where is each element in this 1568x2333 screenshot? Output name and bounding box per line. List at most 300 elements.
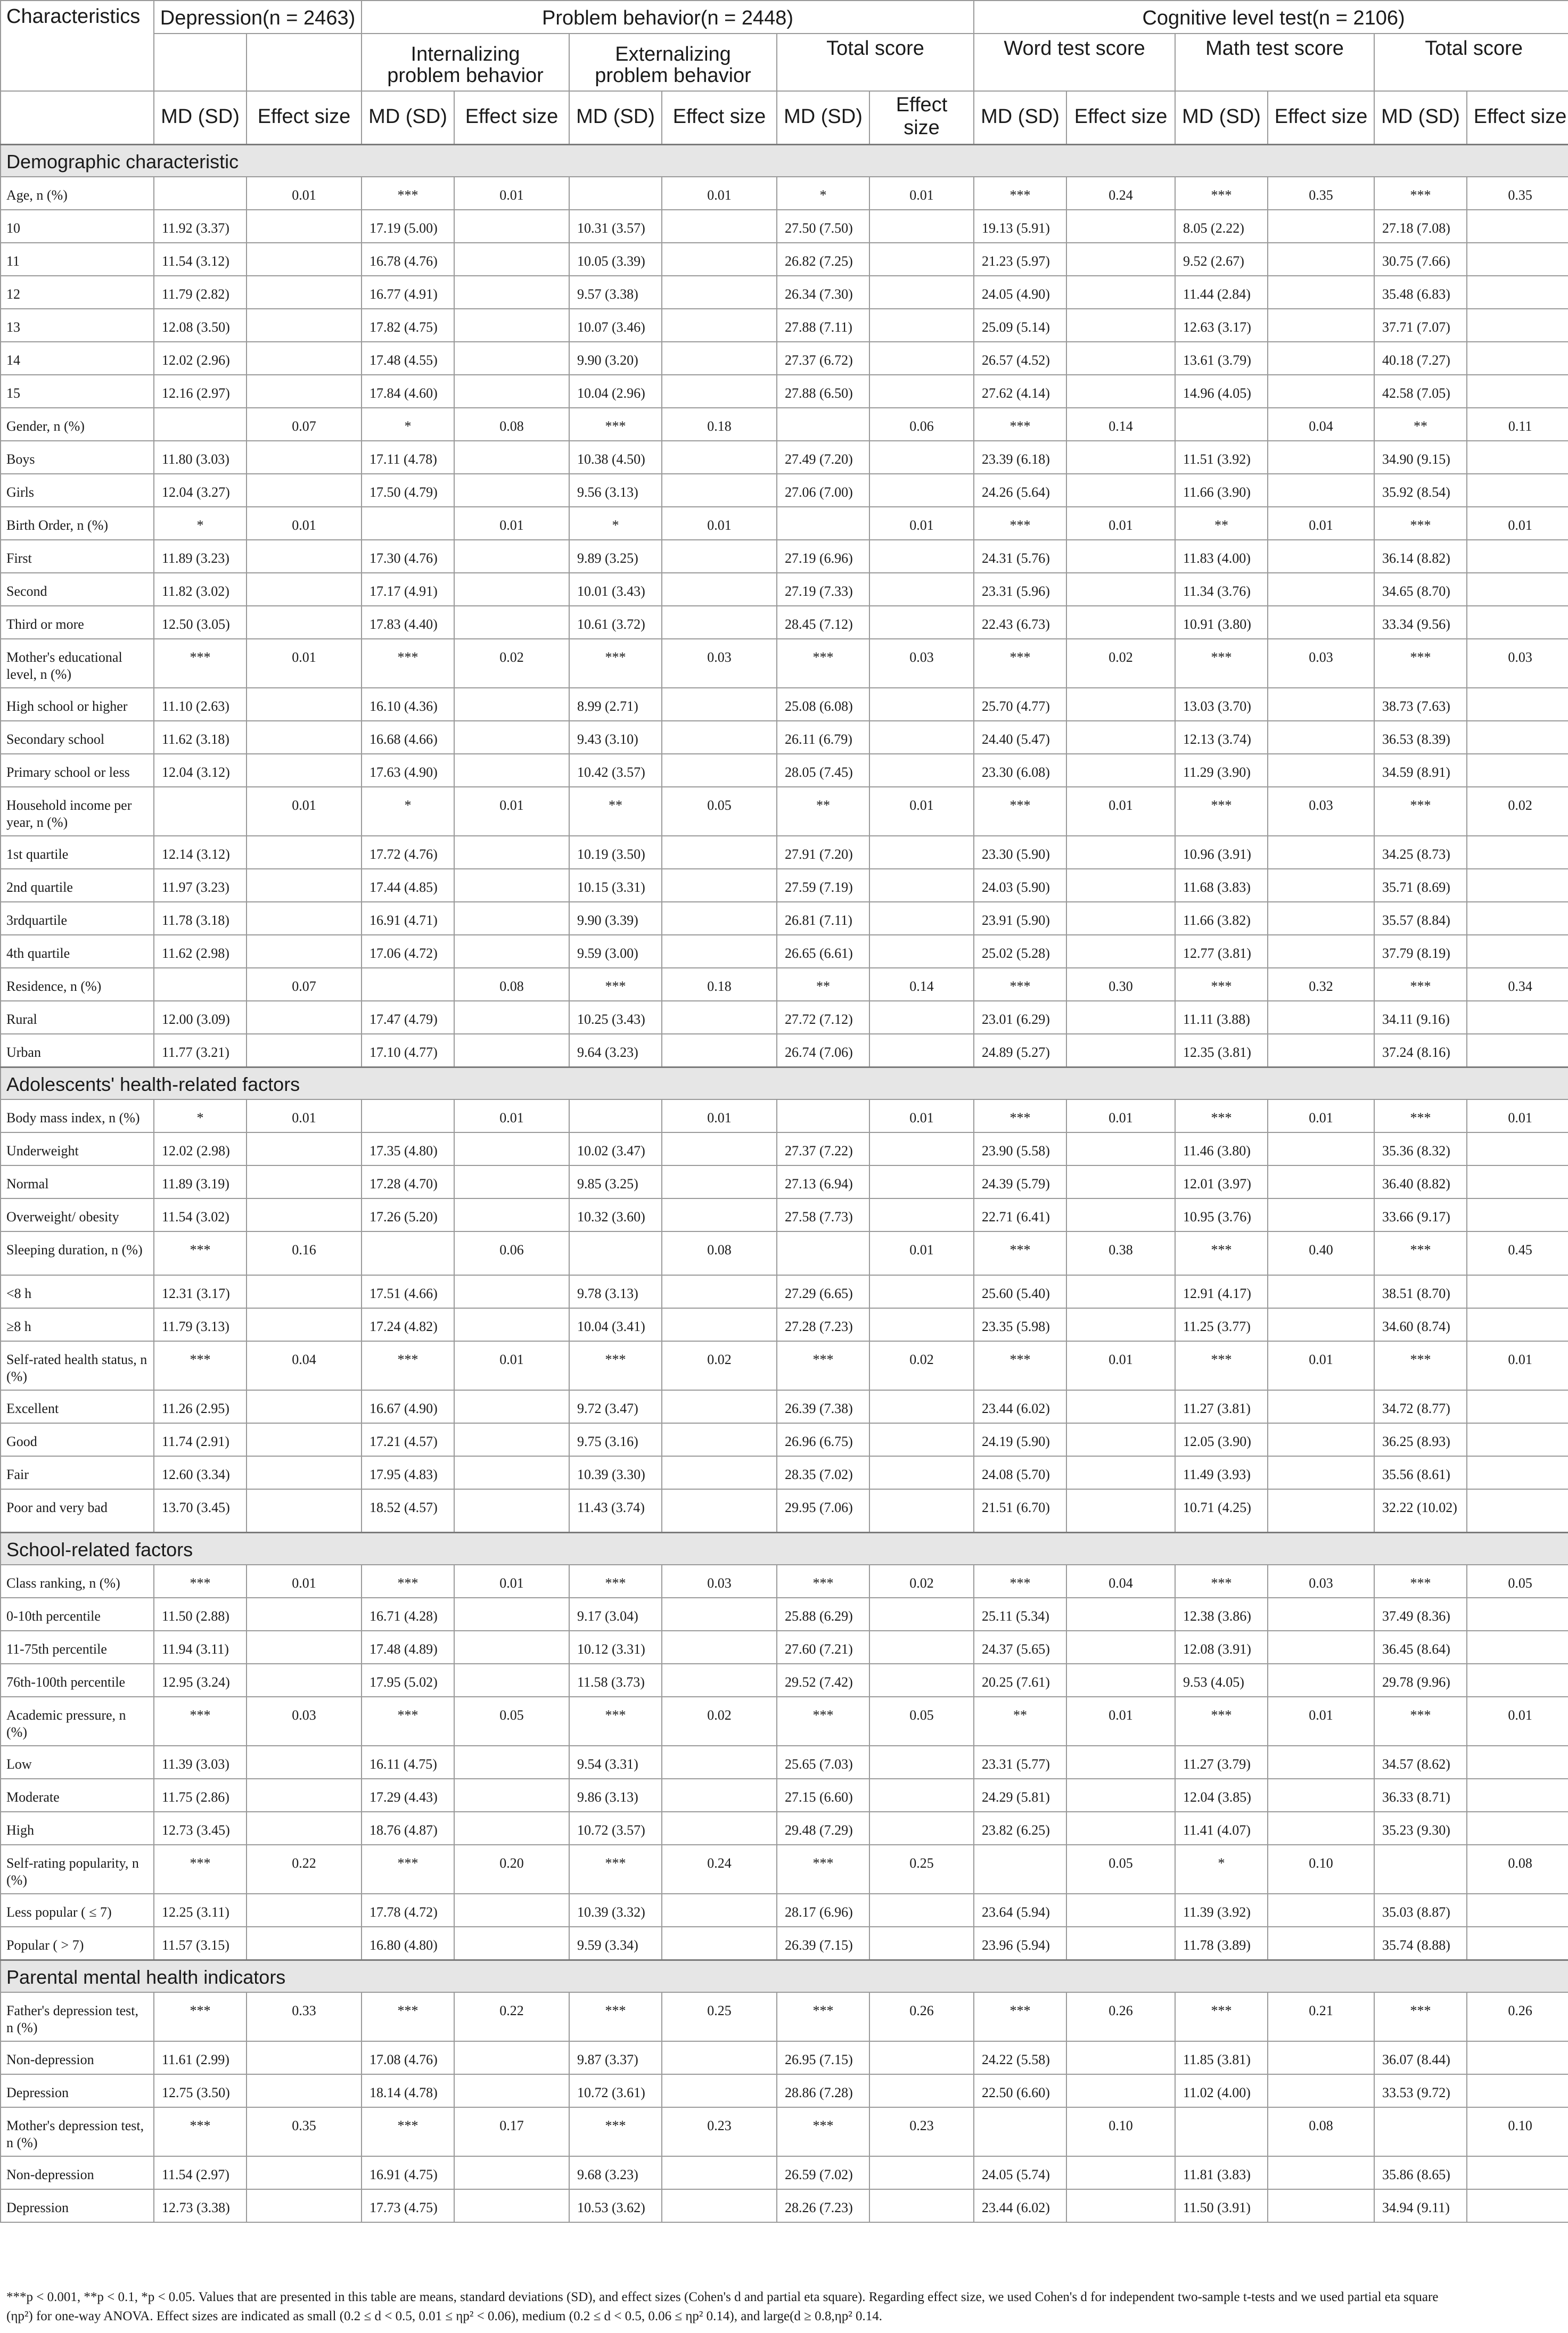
md-sd-cell: 11.83 (4.00): [1175, 540, 1268, 573]
row-label: Fair: [1, 1456, 154, 1489]
effect-size-cell: [869, 688, 974, 721]
effect-size-cell: [454, 1489, 569, 1533]
effect-size-cell: [247, 342, 362, 375]
table-row: [1, 1992, 1568, 2041]
significance-cell: ***: [1374, 1565, 1467, 1598]
md-sd-cell: 11.43 (3.74): [569, 1489, 662, 1533]
md-sd-cell: 17.78 (4.72): [362, 1894, 454, 1927]
effect-size-cell: [662, 902, 777, 935]
md-sd-cell: 27.29 (6.65): [777, 1275, 869, 1308]
effect-size-cell: 0.23: [869, 2107, 974, 2156]
effect-size-cell: 0.03: [1467, 639, 1568, 688]
md-sd-cell: 17.48 (4.55): [362, 342, 454, 375]
md-sd-cell: 23.35 (5.98): [974, 1308, 1066, 1341]
significance-cell: *: [777, 177, 869, 210]
effect-size-cell: [1268, 276, 1374, 309]
row-label: Age, n (%): [1, 177, 154, 210]
effect-size-cell: [1066, 754, 1175, 787]
md-sd-cell: 23.64 (5.94): [974, 1894, 1066, 1927]
md-sd-cell: 16.10 (4.36): [362, 688, 454, 721]
effect-size-cell: [869, 342, 974, 375]
md-sd-cell: 27.37 (7.22): [777, 1132, 869, 1165]
md-sd-cell: 11.41 (4.07): [1175, 1812, 1268, 1845]
md-sd-cell: 11.54 (3.02): [154, 1198, 247, 1231]
md-sd-cell: 16.71 (4.28): [362, 1598, 454, 1631]
md-sd-cell: 26.39 (7.15): [777, 1927, 869, 1960]
table-row: [1, 1390, 1568, 1423]
effect-size-cell: [869, 309, 974, 342]
effect-size-cell: [1066, 1746, 1175, 1779]
problem-behavior-group-header: Problem behavior(n = 2448): [362, 1, 974, 34]
table-row: [1, 276, 1568, 309]
row-label: Birth Order, n (%): [1, 507, 154, 540]
effect-size-cell: [1066, 1390, 1175, 1423]
effect-size-cell: [247, 1598, 362, 1631]
effect-size-cell: [1467, 754, 1568, 787]
effect-size-cell: [662, 935, 777, 968]
effect-size-cell: [1268, 935, 1374, 968]
effect-size-cell: [1268, 721, 1374, 754]
effect-size-cell: [454, 1001, 569, 1034]
md-sd-cell: 11.66 (3.82): [1175, 902, 1268, 935]
significance-cell: **: [569, 787, 662, 836]
effect-size-cell: 0.01: [247, 639, 362, 688]
md-sd-cell: 12.04 (3.85): [1175, 1779, 1268, 1812]
md-sd-cell: [362, 968, 454, 1001]
md-sd-cell: 10.95 (3.76): [1175, 1198, 1268, 1231]
row-label: Sleeping duration, n (%): [1, 1231, 154, 1275]
effect-size-cell: [1467, 1456, 1568, 1489]
effect-size-cell: [1066, 1001, 1175, 1034]
significance-cell: **: [1374, 408, 1467, 441]
effect-size-cell: [662, 1598, 777, 1631]
significance-cell: *: [569, 507, 662, 540]
md-sd-cell: 27.60 (7.21): [777, 1631, 869, 1664]
md-sd-cell: 11.51 (3.92): [1175, 441, 1268, 474]
effect-size-cell: [247, 243, 362, 276]
md-sd-cell: 17.95 (4.83): [362, 1456, 454, 1489]
effect-size-cell: [454, 721, 569, 754]
effect-size-cell: [454, 935, 569, 968]
effect-size-cell: [247, 1779, 362, 1812]
effect-size-cell: [454, 1132, 569, 1165]
effect-size-cell: 0.01: [1066, 507, 1175, 540]
significance-cell: *: [154, 507, 247, 540]
md-sd-cell: 23.30 (5.90): [974, 836, 1066, 869]
effect-size-cell: [1467, 1390, 1568, 1423]
effect-size-cell: [454, 342, 569, 375]
md-sd-cell: 30.75 (7.66): [1374, 243, 1467, 276]
md-sd-cell: 25.11 (5.34): [974, 1598, 1066, 1631]
table-row: [1, 1489, 1568, 1533]
md-sd-cell: 27.50 (7.50): [777, 210, 869, 243]
md-sd-cell: 27.18 (7.08): [1374, 210, 1467, 243]
effect-size-cell: [662, 1308, 777, 1341]
effect-size-header: Effect size: [869, 91, 974, 145]
effect-size-cell: [454, 1812, 569, 1845]
row-label: Underweight: [1, 1132, 154, 1165]
significance-cell: ***: [1175, 177, 1268, 210]
md-sd-cell: 11.58 (3.73): [569, 1664, 662, 1697]
significance-cell: ***: [569, 1697, 662, 1746]
effect-size-cell: 0.01: [454, 177, 569, 210]
effect-size-cell: [247, 688, 362, 721]
table-row: [1, 2041, 1568, 2074]
footnote-line-1: ***p < 0.001, **p < 0.1, *p < 0.05. Values that are presented in this table are means, standard deviations (SD), and effect sizes (Cohen's d and partial eta square). Regarding effect size, we used Cohen's d for independent two-sample t-tests and we used partial eta square: [6, 2290, 1439, 2304]
math-test-header: Math test score: [1175, 34, 1374, 91]
md-sd-cell: 26.74 (7.06): [777, 1034, 869, 1067]
md-sd-cell: 24.22 (5.58): [974, 2041, 1066, 2074]
md-sd-cell: 10.96 (3.91): [1175, 836, 1268, 869]
effect-size-cell: [454, 210, 569, 243]
internalizing-label-line1: Internalizing: [411, 43, 520, 65]
md-sd-cell: 17.30 (4.76): [362, 540, 454, 573]
effect-size-cell: 0.01: [1066, 1099, 1175, 1132]
effect-size-cell: [1467, 474, 1568, 507]
md-sd-cell: 35.48 (6.83): [1374, 276, 1467, 309]
md-sd-cell: [154, 177, 247, 210]
md-sd-cell: [154, 408, 247, 441]
md-sd-cell: 12.01 (3.97): [1175, 1165, 1268, 1198]
effect-size-cell: 0.21: [1268, 1992, 1374, 2041]
effect-size-cell: 0.17: [454, 2107, 569, 2156]
md-sd-cell: 34.65 (8.70): [1374, 573, 1467, 606]
effect-size-cell: 0.01: [1268, 1697, 1374, 1746]
md-sd-cell: 27.19 (7.33): [777, 573, 869, 606]
effect-size-cell: [454, 1598, 569, 1631]
effect-size-cell: [869, 869, 974, 902]
significance-cell: ***: [974, 507, 1066, 540]
significance-cell: ***: [1175, 1697, 1268, 1746]
effect-size-cell: [1467, 1894, 1568, 1927]
md-sd-cell: 28.86 (7.28): [777, 2074, 869, 2107]
row-label: Less popular ( ≤ 7): [1, 1894, 154, 1927]
significance-cell: ***: [1374, 1992, 1467, 2041]
significance-cell: ***: [777, 1341, 869, 1390]
significance-cell: ***: [974, 1231, 1066, 1275]
effect-size-cell: [454, 1456, 569, 1489]
effect-size-cell: 0.11: [1467, 408, 1568, 441]
md-sd-cell: 11.75 (2.86): [154, 1779, 247, 1812]
effect-size-cell: [1066, 1132, 1175, 1165]
md-sd-cell: 27.58 (7.73): [777, 1198, 869, 1231]
md-sd-cell: 11.10 (2.63): [154, 688, 247, 721]
md-sd-cell: [1175, 408, 1268, 441]
effect-size-cell: [1268, 210, 1374, 243]
table-row: [1, 1423, 1568, 1456]
md-sd-cell: 24.39 (5.79): [974, 1165, 1066, 1198]
effect-size-cell: [1066, 243, 1175, 276]
md-sd-cell: 10.61 (3.72): [569, 606, 662, 639]
effect-size-cell: [1066, 276, 1175, 309]
characteristics-header: Characteristics: [1, 1, 154, 91]
effect-size-cell: 0.05: [869, 1697, 974, 1746]
effect-size-cell: [1066, 1779, 1175, 1812]
md-sd-cell: 12.13 (3.74): [1175, 721, 1268, 754]
effect-size-cell: [869, 573, 974, 606]
effect-size-cell: [869, 1423, 974, 1456]
md-sd-cell: 12.08 (3.91): [1175, 1631, 1268, 1664]
md-sd-cell: 24.89 (5.27): [974, 1034, 1066, 1067]
effect-size-cell: 0.01: [869, 507, 974, 540]
effect-size-cell: [662, 474, 777, 507]
externalizing-header: [569, 34, 777, 91]
effect-size-cell: [662, 1165, 777, 1198]
significance-cell: ***: [1374, 1231, 1467, 1275]
effect-size-cell: [454, 606, 569, 639]
md-sd-cell: 10.39 (3.30): [569, 1456, 662, 1489]
effect-size-cell: [454, 1275, 569, 1308]
table-row: [1, 1746, 1568, 1779]
effect-size-cell: [869, 1275, 974, 1308]
effect-size-cell: [869, 276, 974, 309]
md-sd-cell: 17.82 (4.75): [362, 309, 454, 342]
row-label: 4th quartile: [1, 935, 154, 968]
effect-size-cell: 0.10: [1066, 2107, 1175, 2156]
md-sd-cell: 11.78 (3.18): [154, 902, 247, 935]
row-label: Overweight/ obesity: [1, 1198, 154, 1231]
effect-size-cell: [247, 935, 362, 968]
row-label: Second: [1, 573, 154, 606]
effect-size-cell: [247, 1034, 362, 1067]
effect-size-header: Effect size: [1066, 91, 1175, 145]
table-row: [1, 1001, 1568, 1034]
md-sd-cell: [362, 1231, 454, 1275]
effect-size-cell: 0.04: [247, 1341, 362, 1390]
md-sd-cell: 9.90 (3.20): [569, 342, 662, 375]
significance-cell: ***: [362, 1992, 454, 2041]
effect-size-cell: [1268, 342, 1374, 375]
md-sd-cell: 36.45 (8.64): [1374, 1631, 1467, 1664]
effect-size-cell: 0.01: [1066, 1697, 1175, 1746]
md-sd-cell: 29.95 (7.06): [777, 1489, 869, 1533]
effect-size-cell: [1467, 688, 1568, 721]
md-sd-header: MD (SD): [569, 91, 662, 145]
md-sd-cell: 12.02 (2.96): [154, 342, 247, 375]
table-row: [1, 787, 1568, 836]
md-sd-cell: 11.79 (3.13): [154, 1308, 247, 1341]
md-sd-cell: 24.19 (5.90): [974, 1423, 1066, 1456]
effect-size-cell: 0.24: [662, 1845, 777, 1894]
effect-size-cell: 0.03: [247, 1697, 362, 1746]
table-row: [1, 1456, 1568, 1489]
effect-size-cell: [662, 2041, 777, 2074]
effect-size-cell: 0.01: [869, 1231, 974, 1275]
effect-size-cell: [662, 1779, 777, 1812]
significance-cell: ***: [777, 1992, 869, 2041]
md-sd-cell: 17.28 (4.70): [362, 1165, 454, 1198]
effect-size-cell: [247, 309, 362, 342]
md-sd-cell: 10.32 (3.60): [569, 1198, 662, 1231]
md-sd-cell: 27.49 (7.20): [777, 441, 869, 474]
effect-size-cell: [1066, 540, 1175, 573]
md-sd-cell: 22.50 (6.60): [974, 2074, 1066, 2107]
md-sd-cell: 38.51 (8.70): [1374, 1275, 1467, 1308]
md-sd-cell: 24.08 (5.70): [974, 1456, 1066, 1489]
md-sd-cell: 22.43 (6.73): [974, 606, 1066, 639]
significance-cell: ***: [154, 1845, 247, 1894]
md-sd-cell: 12.16 (2.97): [154, 375, 247, 408]
effect-size-cell: 0.06: [869, 408, 974, 441]
table-row: [1, 243, 1568, 276]
significance-cell: ***: [974, 639, 1066, 688]
md-sd-cell: 35.74 (8.88): [1374, 1927, 1467, 1960]
md-sd-header: MD (SD): [974, 91, 1066, 145]
effect-size-cell: [454, 2041, 569, 2074]
md-sd-cell: 13.70 (3.45): [154, 1489, 247, 1533]
effect-size-cell: 0.33: [247, 1992, 362, 2041]
md-sd-cell: 17.51 (4.66): [362, 1275, 454, 1308]
effect-size-cell: [454, 1664, 569, 1697]
significance-cell: **: [1175, 507, 1268, 540]
effect-size-cell: [454, 1390, 569, 1423]
md-sd-cell: 17.08 (4.76): [362, 2041, 454, 2074]
md-sd-cell: 34.25 (8.73): [1374, 836, 1467, 869]
md-sd-cell: 40.18 (7.27): [1374, 342, 1467, 375]
table-row: [1, 1927, 1568, 1960]
effect-size-cell: 0.34: [1467, 968, 1568, 1001]
effect-size-cell: [869, 1132, 974, 1165]
row-label: Girls: [1, 474, 154, 507]
effect-size-cell: [1467, 1423, 1568, 1456]
effect-size-cell: 0.45: [1467, 1231, 1568, 1275]
md-sd-cell: 28.26 (7.23): [777, 2189, 869, 2222]
effect-size-cell: [1268, 1812, 1374, 1845]
effect-size-cell: [662, 573, 777, 606]
effect-size-cell: [1066, 1165, 1175, 1198]
md-sd-cell: 24.03 (5.90): [974, 869, 1066, 902]
significance-cell: ***: [974, 1992, 1066, 2041]
effect-size-cell: 0.20: [454, 1845, 569, 1894]
md-sd-cell: 29.52 (7.42): [777, 1664, 869, 1697]
table-row: [1, 177, 1568, 210]
effect-size-cell: [1268, 1598, 1374, 1631]
effect-size-cell: [662, 754, 777, 787]
md-sd-cell: 9.17 (3.04): [569, 1598, 662, 1631]
significance-cell: ***: [974, 177, 1066, 210]
md-sd-cell: 12.73 (3.38): [154, 2189, 247, 2222]
effect-size-cell: [1066, 1812, 1175, 1845]
effect-size-cell: [1268, 606, 1374, 639]
effect-size-cell: 0.01: [454, 787, 569, 836]
md-sd-cell: 27.59 (7.19): [777, 869, 869, 902]
effect-size-cell: [662, 276, 777, 309]
effect-size-cell: [1467, 1927, 1568, 1960]
effect-size-cell: [454, 441, 569, 474]
effect-size-cell: 0.18: [662, 408, 777, 441]
md-sd-cell: 35.36 (8.32): [1374, 1132, 1467, 1165]
md-sd-cell: 17.26 (5.20): [362, 1198, 454, 1231]
effect-size-cell: [662, 1489, 777, 1533]
effect-size-cell: [1268, 688, 1374, 721]
row-label: <8 h: [1, 1275, 154, 1308]
significance-cell: ***: [1374, 639, 1467, 688]
md-sd-cell: 11.39 (3.03): [154, 1746, 247, 1779]
effect-size-cell: [247, 1390, 362, 1423]
md-sd-cell: 10.19 (3.50): [569, 836, 662, 869]
md-sd-cell: 21.23 (5.97): [974, 243, 1066, 276]
significance-cell: ***: [1374, 968, 1467, 1001]
effect-size-cell: 0.08: [454, 968, 569, 1001]
word-test-header: Word test score: [974, 34, 1175, 91]
md-sd-cell: 32.22 (10.02): [1374, 1489, 1467, 1533]
significance-cell: ***: [1175, 1099, 1268, 1132]
table-row: [1, 1198, 1568, 1231]
md-sd-cell: 11.92 (3.37): [154, 210, 247, 243]
md-sd-cell: 25.60 (5.40): [974, 1275, 1066, 1308]
effect-size-cell: [1268, 1779, 1374, 1812]
effect-size-cell: [1467, 902, 1568, 935]
effect-size-cell: [454, 573, 569, 606]
table-row: [1, 836, 1568, 869]
md-sd-cell: 9.86 (3.13): [569, 1779, 662, 1812]
effect-size-cell: [662, 1001, 777, 1034]
md-sd-cell: 11.46 (3.80): [1175, 1132, 1268, 1165]
row-label: Secondary school: [1, 721, 154, 754]
significance-cell: ***: [154, 1992, 247, 2041]
effect-size-cell: 0.01: [1467, 1341, 1568, 1390]
table-row: [1, 902, 1568, 935]
effect-size-cell: [1467, 1489, 1568, 1533]
significance-cell: ***: [362, 1341, 454, 1390]
effect-size-cell: 0.03: [662, 1565, 777, 1598]
md-sd-cell: 23.31 (5.77): [974, 1746, 1066, 1779]
md-sd-cell: 35.71 (8.69): [1374, 869, 1467, 902]
md-sd-cell: 11.82 (3.02): [154, 573, 247, 606]
md-sd-cell: 11.50 (3.91): [1175, 2189, 1268, 2222]
significance-cell: *: [362, 787, 454, 836]
effect-size-cell: 0.01: [454, 1565, 569, 1598]
significance-cell: ***: [154, 1341, 247, 1390]
table-row: [1, 639, 1568, 688]
md-sd-cell: 28.05 (7.45): [777, 754, 869, 787]
effect-size-cell: [247, 375, 362, 408]
effect-size-cell: 0.01: [1268, 1099, 1374, 1132]
md-sd-cell: 27.28 (7.23): [777, 1308, 869, 1341]
row-label: 3rdquartile: [1, 902, 154, 935]
effect-size-cell: 0.05: [454, 1697, 569, 1746]
md-sd-cell: 22.71 (6.41): [974, 1198, 1066, 1231]
md-sd-cell: [777, 1099, 869, 1132]
md-sd-cell: 24.29 (5.81): [974, 1779, 1066, 1812]
effect-size-cell: [869, 1664, 974, 1697]
md-sd-cell: 35.92 (8.54): [1374, 474, 1467, 507]
effect-size-cell: [247, 474, 362, 507]
table-row: [1, 1341, 1568, 1390]
header-row-subgroups: [1, 34, 1568, 91]
effect-size-cell: [1066, 474, 1175, 507]
significance-cell: ***: [1175, 1565, 1268, 1598]
effect-size-cell: 0.01: [1268, 507, 1374, 540]
effect-size-cell: [454, 1779, 569, 1812]
effect-size-cell: [1467, 1165, 1568, 1198]
md-sd-cell: 26.34 (7.30): [777, 276, 869, 309]
table-row: [1, 1275, 1568, 1308]
row-label: Class ranking, n (%): [1, 1565, 154, 1598]
md-sd-cell: 23.82 (6.25): [974, 1812, 1066, 1845]
effect-size-cell: [869, 902, 974, 935]
effect-size-cell: 0.03: [869, 639, 974, 688]
md-sd-cell: 27.88 (6.50): [777, 375, 869, 408]
md-sd-cell: 10.39 (3.32): [569, 1894, 662, 1927]
footnote-line-2: (ηp²) for one-way ANOVA. Effect sizes are indicated as small (0.2 ≤ d < 0.5, 0.01 ≤ ηp² < 0.06), medium (0.2 ≤ d < 0.5, 0.06 ≤ ηp² 0.14), and large(d ≥ 0.8,ηp² 0.14.: [6, 2309, 882, 2323]
section-header-row: [1, 1960, 1568, 1992]
effect-size-cell: [662, 1746, 777, 1779]
effect-size-cell: [869, 1894, 974, 1927]
effect-size-cell: [1467, 836, 1568, 869]
significance-cell: ***: [1175, 787, 1268, 836]
md-sd-cell: 12.75 (3.50): [154, 2074, 247, 2107]
